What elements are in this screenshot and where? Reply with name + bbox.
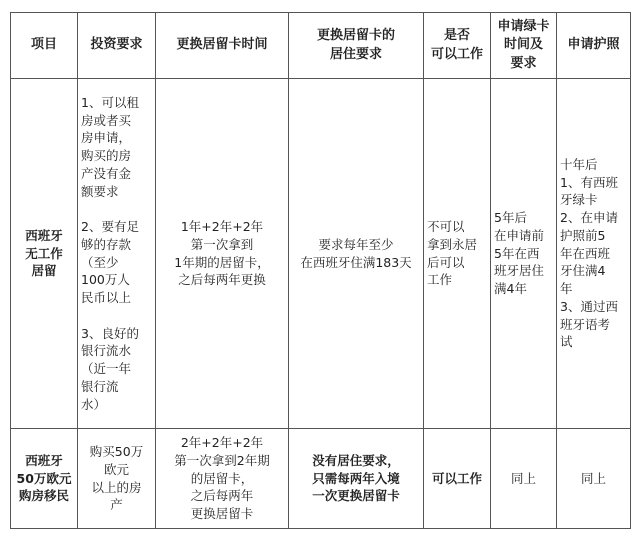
comparison-table [10,12,631,529]
row-project: 西班牙 50万欧元 购房移民 [11,429,78,529]
header-investment: 投资要求 [78,13,156,79]
header-residence-req: 更换居留卡的 居住要求 [289,13,424,79]
header-project: 项目 [11,13,78,79]
cell-passport: 十年后 1、有西班 牙绿卡 2、在申请 护照前5 年在西班 牙住满4 年 3、通过西 班牙语考 试 [557,79,631,429]
table-row [11,79,631,429]
cell-can-work: 可以工作 [424,429,491,529]
cell-green-card: 5年后 在申请前 5年在西 班牙居住 满4年 [491,79,557,429]
cell-green-card: 同上 [491,429,557,529]
cell-renew-time: 1年+2年+2年 第一次拿到 1年期的居留卡， 之后每两年更换 [156,79,289,429]
cell-renew-time: 2年+2年+2年 第一次拿到2年期 的居留卡， 之后每两年 更换居留卡 [156,429,289,529]
cell-residence-req: 没有居住要求， 只需每两年入境 一次更换居留卡 [289,429,424,529]
row-project: 西班牙 无工作 居留 [11,79,78,429]
cell-investment: 1、可以租 房或者买 房申请， 购买的房 产没有金 额要求 2、要有足 够的存款 （至少 100万人 民币以上 3、良好的 银行流水 （近一年 银行流 水） [78,79,156,429]
cell-passport: 同上 [557,429,631,529]
header-passport: 申请护照 [557,13,631,79]
header-green-card: 申请绿卡 时间及 要求 [491,13,557,79]
cell-residence-req: 要求每年至少 在西班牙住满183天 [289,79,424,429]
header-renew-time: 更换居留卡时间 [156,13,289,79]
cell-can-work: 不可以 拿到永居 后可以 工作 [424,79,491,429]
header-can-work: 是否 可以工作 [424,13,491,79]
cell-investment: 购买50万 欧元 以上的房 产 [78,429,156,529]
header-row [11,13,631,79]
table-row [11,429,631,529]
